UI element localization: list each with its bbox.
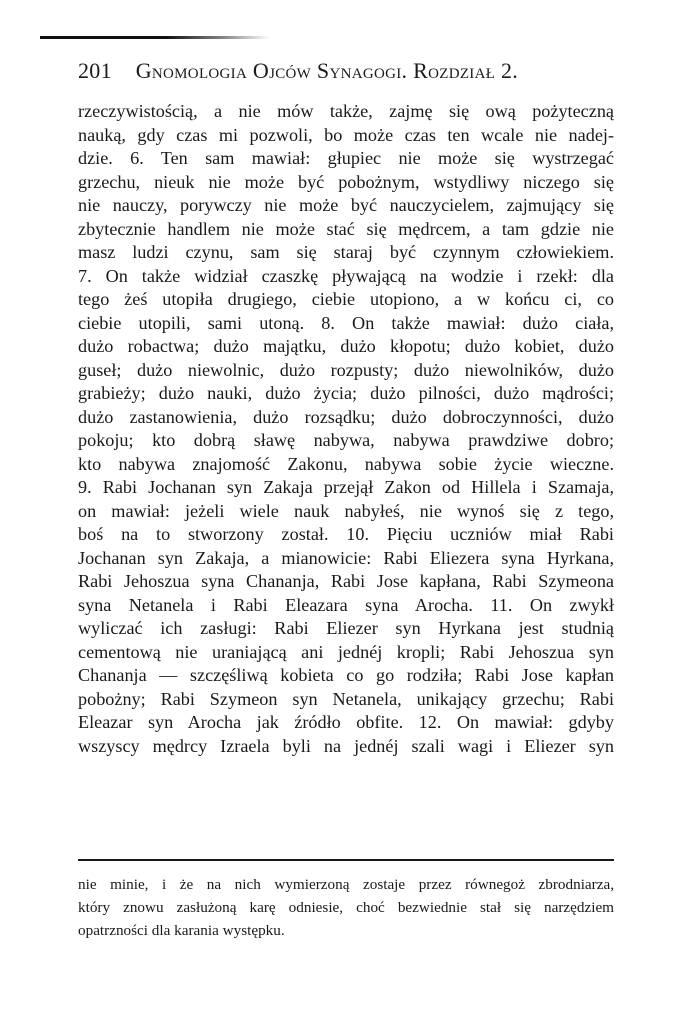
text-line: grabieży; dużo nauki, dużo życia; dużo pilności, dużo mądrości;	[78, 383, 614, 403]
running-title: Gnomologia Ojców Synagogi. Rozdział 2.	[135, 58, 519, 83]
text-line: 9. Rabi Jochanan syn Zakaja przejął Zakon od Hillela i Szamaja,	[78, 477, 614, 497]
text-line: Eleazar syn Arocha jak źródło obfite. 12. On mawiał: gdyby	[78, 712, 614, 732]
text-line: boś na to stworzony został. 10. Pięciu uczniów miał Rabi	[78, 524, 614, 544]
footnote-separator	[78, 859, 614, 861]
text-line: kto nabywa znajomość Zakonu, nabywa sobie życie wieczne.	[78, 453, 614, 474]
text-line: 7. On także widział czaszkę pływającą na wodzie i rzekł: dla	[78, 265, 614, 286]
text-line: zbytecznie handlem nie może stać się mędrcem, a tam gdzie nie	[78, 218, 614, 239]
text-line: Rabi Jehoszua syna Chananja, Rabi Jose kapłana, Rabi Szymeona	[78, 571, 614, 591]
text-line: wyliczać ich zasługi: Rabi Eliezer syn Hyrkana jest studnią	[78, 618, 614, 638]
footnote-line: nie minie, i że na nich wymierzoną zostaje przez równegoż zbrodniarza,	[78, 876, 614, 893]
text-line: syna Netanela i Rabi Eleazara syna Arocha. 11. On zwykł	[78, 594, 614, 615]
text-line: wszyscy mędrcy Izraela byli na jednéj szali wagi i Eliezer syn	[78, 735, 614, 756]
text-line: nie nauczy, porywczy nie może być nauczycielem, zajmujący się	[78, 195, 614, 215]
text-line: cementową nie uraniającą ani jednéj kropli; Rabi Jehoszua syn	[78, 641, 614, 662]
text-line: pokoju; kto dobrą sławę nabywa, nabywa prawdziwe dobro;	[78, 430, 614, 450]
text-line: dzie. 6. Ten sam mawiał: głupiec nie może się wystrzegać	[78, 148, 614, 168]
text-line: rzeczywistością, a nie mów także, zajmę się ową pożyteczną	[78, 101, 614, 121]
footnote	[78, 873, 614, 942]
main-text	[78, 100, 614, 758]
text-line: on mawiał: jeżeli wiele nauk nabyłeś, nie wynoś się z tego,	[78, 500, 614, 521]
footnote-line: który znowu zasłużoną karę odniesie, choć bezwiednie stał się narzędziem	[78, 899, 614, 916]
text-line: grzechu, nieuk nie może być pobożnym, wstydliwy niczego się	[78, 171, 614, 192]
footnote-line: opatrzności dla karania występku.	[78, 922, 285, 939]
text-line: dużo zastanowienia, dużo rozsądku; dużo dobroczynności, dużo	[78, 406, 614, 427]
text-line: Jochanan syn Zakaja, a mianowicie: Rabi Eliezera syna Hyrkana,	[78, 547, 614, 568]
running-header	[78, 58, 638, 84]
text-line: ciebie utopili, sami utoną. 8. On także mawiał: dużo ciała,	[78, 312, 614, 333]
text-line: pobożny; Rabi Szymeon syn Netanela, unikający grzechu; Rabi	[78, 688, 614, 709]
text-line: dużo robactwa; dużo majątku, dużo kłopotu; dużo kobiet, dużo	[78, 336, 614, 356]
text-line: tego żeś utopiła drugiego, ciebie utopiono, a w końcu ci, co	[78, 289, 614, 309]
header-ornament-rule	[40, 36, 270, 39]
text-line: nauką, gdy czas mi pozwoli, bo może czas ten wcale nie nadej-	[78, 124, 614, 145]
text-line: guseł; dużo niewolnic, dużo rozpusty; dużo niewolników, dużo	[78, 359, 614, 380]
text-line: Chananja — szczęśliwą kobieta co go rodziła; Rabi Jose kapłan	[78, 665, 614, 685]
page-number: 201	[78, 58, 112, 83]
text-line: masz ludzi czynu, sam się staraj być czynnym człowiekiem.	[78, 242, 614, 262]
